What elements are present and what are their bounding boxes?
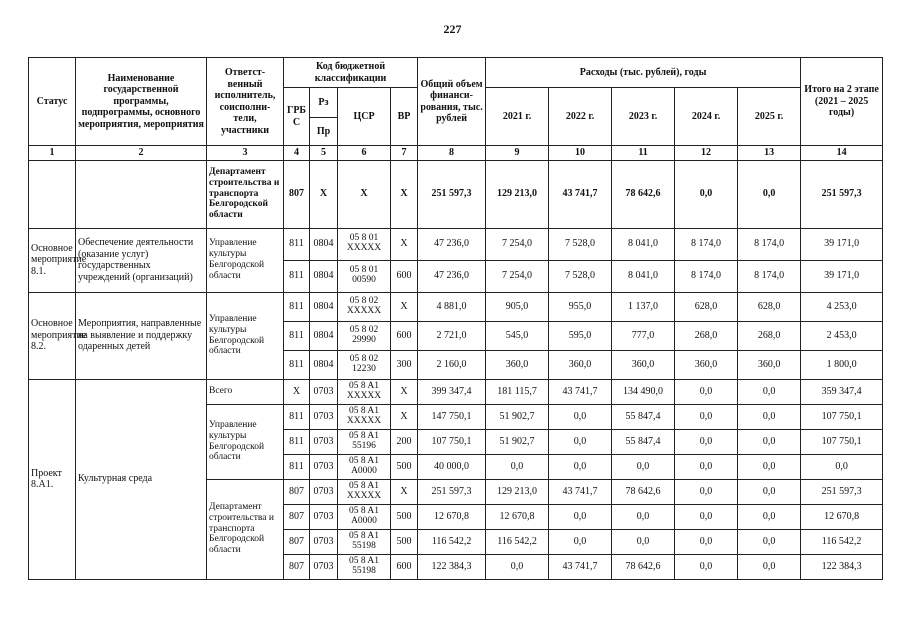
total-cell: 147 750,1 xyxy=(418,404,486,429)
csr-cell: 05 8 A1 A0000 xyxy=(338,504,391,529)
header-total-volume: Общий объем финанси-рования, тыс. рублей xyxy=(418,58,486,146)
total-cell: 116 542,2 xyxy=(418,529,486,554)
rz-cell: 0703 xyxy=(310,554,338,579)
page-number: 227 xyxy=(443,22,462,36)
y2021-cell: 360,0 xyxy=(486,350,549,379)
total-cell: 2 160,0 xyxy=(418,350,486,379)
rz-cell: 0703 xyxy=(310,504,338,529)
grbs-cell: 811 xyxy=(284,404,310,429)
col-number: 11 xyxy=(612,146,675,161)
y2024-cell: 0,0 xyxy=(675,379,738,404)
y2021-cell: 0,0 xyxy=(486,554,549,579)
vr-cell: 500 xyxy=(391,504,418,529)
y2024-cell: 268,0 xyxy=(675,321,738,350)
col-number: 8 xyxy=(418,146,486,161)
col-number: 1 xyxy=(29,146,76,161)
y2021-cell: 129 213,0 xyxy=(486,160,549,228)
grbs-cell: 811 xyxy=(284,321,310,350)
total-cell: 12 670,8 xyxy=(418,504,486,529)
y2022-cell: 0,0 xyxy=(549,454,612,479)
y2024-cell: 0,0 xyxy=(675,529,738,554)
y2024-cell: 360,0 xyxy=(675,350,738,379)
csr-cell: 05 8 A1 55198 xyxy=(338,529,391,554)
y2025-cell: 0,0 xyxy=(738,454,801,479)
status-cell: Основное мероприятие 8.1. xyxy=(29,228,76,292)
y2024-cell: 0,0 xyxy=(675,479,738,504)
header-csr: ЦСР xyxy=(338,88,391,146)
total-cell: 251 597,3 xyxy=(418,479,486,504)
y2024-cell: 8 174,0 xyxy=(675,228,738,260)
csr-cell: 05 8 02 XXXXX xyxy=(338,292,391,321)
total-cell: 122 384,3 xyxy=(418,554,486,579)
y2022-cell: 0,0 xyxy=(549,504,612,529)
sum-cell: 1 800,0 xyxy=(801,350,883,379)
y2022-cell: 43 741,7 xyxy=(549,160,612,228)
grbs-cell: 807 xyxy=(284,529,310,554)
csr-cell: 05 8 02 12230 xyxy=(338,350,391,379)
csr-cell: 05 8 A1 55198 xyxy=(338,554,391,579)
y2025-cell: 0,0 xyxy=(738,160,801,228)
y2021-cell: 51 902,7 xyxy=(486,429,549,454)
y2025-cell: 268,0 xyxy=(738,321,801,350)
rz-cell: 0703 xyxy=(310,454,338,479)
y2024-cell: 0,0 xyxy=(675,504,738,529)
responsible-cell: Управление культуры Белгородской области xyxy=(207,228,284,292)
rz-cell: 0703 xyxy=(310,379,338,404)
y2023-cell: 8 041,0 xyxy=(612,260,675,292)
grbs-cell: 807 xyxy=(284,554,310,579)
col-number: 9 xyxy=(486,146,549,161)
grbs-cell: 811 xyxy=(284,228,310,260)
sum-cell: 116 542,2 xyxy=(801,529,883,554)
col-number: 5 xyxy=(310,146,338,161)
sum-cell: 39 171,0 xyxy=(801,260,883,292)
y2022-cell: 595,0 xyxy=(549,321,612,350)
csr-cell: 05 8 A1 XXXXX xyxy=(338,404,391,429)
rz-cell: 0703 xyxy=(310,404,338,429)
y2025-cell: 8 174,0 xyxy=(738,228,801,260)
rz-cell: 0804 xyxy=(310,260,338,292)
y2024-cell: 0,0 xyxy=(675,554,738,579)
y2022-cell: 955,0 xyxy=(549,292,612,321)
name-cell: Культурная среда xyxy=(76,379,207,579)
sum-cell: 2 453,0 xyxy=(801,321,883,350)
rz-cell: 0703 xyxy=(310,529,338,554)
sum-cell: 251 597,3 xyxy=(801,160,883,228)
vr-cell: X xyxy=(391,292,418,321)
header-year-2022: 2022 г. xyxy=(549,88,612,146)
header-status: Статус xyxy=(29,58,76,146)
header-responsible: Ответст-венный исполнитель, соисполни-тели, участники xyxy=(207,58,284,146)
csr-cell: 05 8 01 XXXXX xyxy=(338,228,391,260)
sum-cell: 251 597,3 xyxy=(801,479,883,504)
col-number: 10 xyxy=(549,146,612,161)
grbs-cell: 807 xyxy=(284,504,310,529)
header-pr: Пр xyxy=(310,118,338,146)
y2024-cell: 0,0 xyxy=(675,404,738,429)
y2025-cell: 0,0 xyxy=(738,404,801,429)
rz-cell: 0703 xyxy=(310,479,338,504)
col-number: 2 xyxy=(76,146,207,161)
y2021-cell: 905,0 xyxy=(486,292,549,321)
y2025-cell: 0,0 xyxy=(738,504,801,529)
y2025-cell: 0,0 xyxy=(738,529,801,554)
y2024-cell: 8 174,0 xyxy=(675,260,738,292)
y2025-cell: 0,0 xyxy=(738,479,801,504)
sum-cell: 107 750,1 xyxy=(801,404,883,429)
grbs-cell: 811 xyxy=(284,292,310,321)
y2024-cell: 0,0 xyxy=(675,454,738,479)
sum-cell: 107 750,1 xyxy=(801,429,883,454)
grbs-cell: 807 xyxy=(284,479,310,504)
y2022-cell: 7 528,0 xyxy=(549,228,612,260)
responsible-cell: Управление культуры Белгородской области xyxy=(207,292,284,379)
total-cell: 251 597,3 xyxy=(418,160,486,228)
total-cell: 399 347,4 xyxy=(418,379,486,404)
y2023-cell: 78 642,6 xyxy=(612,554,675,579)
y2025-cell: 0,0 xyxy=(738,429,801,454)
responsible-cell: Управление культуры Белгородской области xyxy=(207,404,284,479)
csr-cell: X xyxy=(338,160,391,228)
y2023-cell: 134 490,0 xyxy=(612,379,675,404)
responsible-cell: Департамент строительства и транспорта Белгородской области xyxy=(207,479,284,579)
total-cell: 40 000,0 xyxy=(418,454,486,479)
total-cell: 47 236,0 xyxy=(418,260,486,292)
y2021-cell: 12 670,8 xyxy=(486,504,549,529)
grbs-cell: 807 xyxy=(284,160,310,228)
grbs-cell: 811 xyxy=(284,350,310,379)
csr-cell: 05 8 01 00590 xyxy=(338,260,391,292)
vr-cell: X xyxy=(391,404,418,429)
rz-cell: 0804 xyxy=(310,228,338,260)
y2023-cell: 55 847,4 xyxy=(612,404,675,429)
y2022-cell: 43 741,7 xyxy=(549,379,612,404)
col-number: 14 xyxy=(801,146,883,161)
col-number: 4 xyxy=(284,146,310,161)
grbs-cell: 811 xyxy=(284,429,310,454)
col-number: 13 xyxy=(738,146,801,161)
csr-cell: 05 8 02 29990 xyxy=(338,321,391,350)
grbs-cell: 811 xyxy=(284,454,310,479)
col-number: 3 xyxy=(207,146,284,161)
y2025-cell: 0,0 xyxy=(738,379,801,404)
y2023-cell: 0,0 xyxy=(612,529,675,554)
rz-cell: 0703 xyxy=(310,429,338,454)
col-number: 7 xyxy=(391,146,418,161)
sum-cell: 0,0 xyxy=(801,454,883,479)
y2021-cell: 7 254,0 xyxy=(486,260,549,292)
y2023-cell: 78 642,6 xyxy=(612,160,675,228)
total-cell: 2 721,0 xyxy=(418,321,486,350)
col-number: 12 xyxy=(675,146,738,161)
csr-cell: 05 8 A1 A0000 xyxy=(338,454,391,479)
y2025-cell: 360,0 xyxy=(738,350,801,379)
vr-cell: 500 xyxy=(391,454,418,479)
budget-table xyxy=(28,57,883,580)
rz-cell: 0804 xyxy=(310,292,338,321)
y2022-cell: 0,0 xyxy=(549,404,612,429)
y2022-cell: 43 741,7 xyxy=(549,479,612,504)
vr-cell: X xyxy=(391,379,418,404)
y2021-cell: 129 213,0 xyxy=(486,479,549,504)
csr-cell: 05 8 A1 55196 xyxy=(338,429,391,454)
y2023-cell: 360,0 xyxy=(612,350,675,379)
grbs-cell: 811 xyxy=(284,260,310,292)
vr-cell: X xyxy=(391,479,418,504)
y2022-cell: 360,0 xyxy=(549,350,612,379)
header-year-2025: 2025 г. xyxy=(738,88,801,146)
status-cell: Проект 8.А1. xyxy=(29,379,76,579)
vr-cell: 600 xyxy=(391,321,418,350)
header-name: Наименование государственной программы, подпрограммы, основного мероприятия, мероприятия xyxy=(76,58,207,146)
y2025-cell: 8 174,0 xyxy=(738,260,801,292)
total-cell: 4 881,0 xyxy=(418,292,486,321)
total-cell: 107 750,1 xyxy=(418,429,486,454)
vr-cell: 600 xyxy=(391,260,418,292)
csr-cell: 05 8 A1 XXXXX xyxy=(338,379,391,404)
y2025-cell: 0,0 xyxy=(738,554,801,579)
y2021-cell: 0,0 xyxy=(486,454,549,479)
rz-cell: X xyxy=(310,160,338,228)
grbs-cell: X xyxy=(284,379,310,404)
header-year-2021: 2021 г. xyxy=(486,88,549,146)
header-grbs: ГРБ С xyxy=(284,88,310,146)
y2023-cell: 777,0 xyxy=(612,321,675,350)
header-year-2023: 2023 г. xyxy=(612,88,675,146)
rz-cell: 0804 xyxy=(310,350,338,379)
y2022-cell: 0,0 xyxy=(549,429,612,454)
header-rz: Рз xyxy=(310,88,338,118)
y2023-cell: 78 642,6 xyxy=(612,479,675,504)
y2025-cell: 628,0 xyxy=(738,292,801,321)
vr-cell: 200 xyxy=(391,429,418,454)
sum-cell: 39 171,0 xyxy=(801,228,883,260)
y2021-cell: 116 542,2 xyxy=(486,529,549,554)
name-cell: Обеспечение деятельности (оказание услуг) государственных учреждений (организаций) xyxy=(76,228,207,292)
sum-cell: 4 253,0 xyxy=(801,292,883,321)
y2024-cell: 0,0 xyxy=(675,429,738,454)
sum-cell: 122 384,3 xyxy=(801,554,883,579)
name-cell: Мероприятия, направленные на выявление и поддержку одаренных детей xyxy=(76,292,207,379)
y2023-cell: 55 847,4 xyxy=(612,429,675,454)
y2023-cell: 1 137,0 xyxy=(612,292,675,321)
y2023-cell: 0,0 xyxy=(612,454,675,479)
header-year-2024: 2024 г. xyxy=(675,88,738,146)
y2024-cell: 628,0 xyxy=(675,292,738,321)
table-row xyxy=(29,292,883,321)
y2022-cell: 43 741,7 xyxy=(549,554,612,579)
y2022-cell: 0,0 xyxy=(549,529,612,554)
vr-cell: 600 xyxy=(391,554,418,579)
header-expenses: Расходы (тыс. рублей), годы xyxy=(486,58,801,88)
y2021-cell: 545,0 xyxy=(486,321,549,350)
y2023-cell: 0,0 xyxy=(612,504,675,529)
y2021-cell: 51 902,7 xyxy=(486,404,549,429)
total-cell: 47 236,0 xyxy=(418,228,486,260)
y2024-cell: 0,0 xyxy=(675,160,738,228)
y2021-cell: 181 115,7 xyxy=(486,379,549,404)
header-vr: ВР xyxy=(391,88,418,146)
table-row xyxy=(29,379,883,404)
responsible-cell: Департамент строительства и транспорта Белгородской области xyxy=(207,160,284,228)
vr-cell: X xyxy=(391,160,418,228)
vr-cell: 500 xyxy=(391,529,418,554)
sum-cell: 12 670,8 xyxy=(801,504,883,529)
rz-cell: 0804 xyxy=(310,321,338,350)
col-number: 6 xyxy=(338,146,391,161)
sum-cell: 359 347,4 xyxy=(801,379,883,404)
y2021-cell: 7 254,0 xyxy=(486,228,549,260)
y2023-cell: 8 041,0 xyxy=(612,228,675,260)
header-stage-total: Итого на 2 этапе (2021 – 2025 годы) xyxy=(801,58,883,146)
responsible-cell: Всего xyxy=(207,379,284,404)
table-row xyxy=(29,160,883,228)
vr-cell: 300 xyxy=(391,350,418,379)
vr-cell: X xyxy=(391,228,418,260)
header-budget-code: Код бюджетной классификации xyxy=(284,58,418,88)
table-row xyxy=(29,228,883,260)
csr-cell: 05 8 A1 XXXXX xyxy=(338,479,391,504)
y2022-cell: 7 528,0 xyxy=(549,260,612,292)
status-cell: Основное мероприятие 8.2. xyxy=(29,292,76,379)
